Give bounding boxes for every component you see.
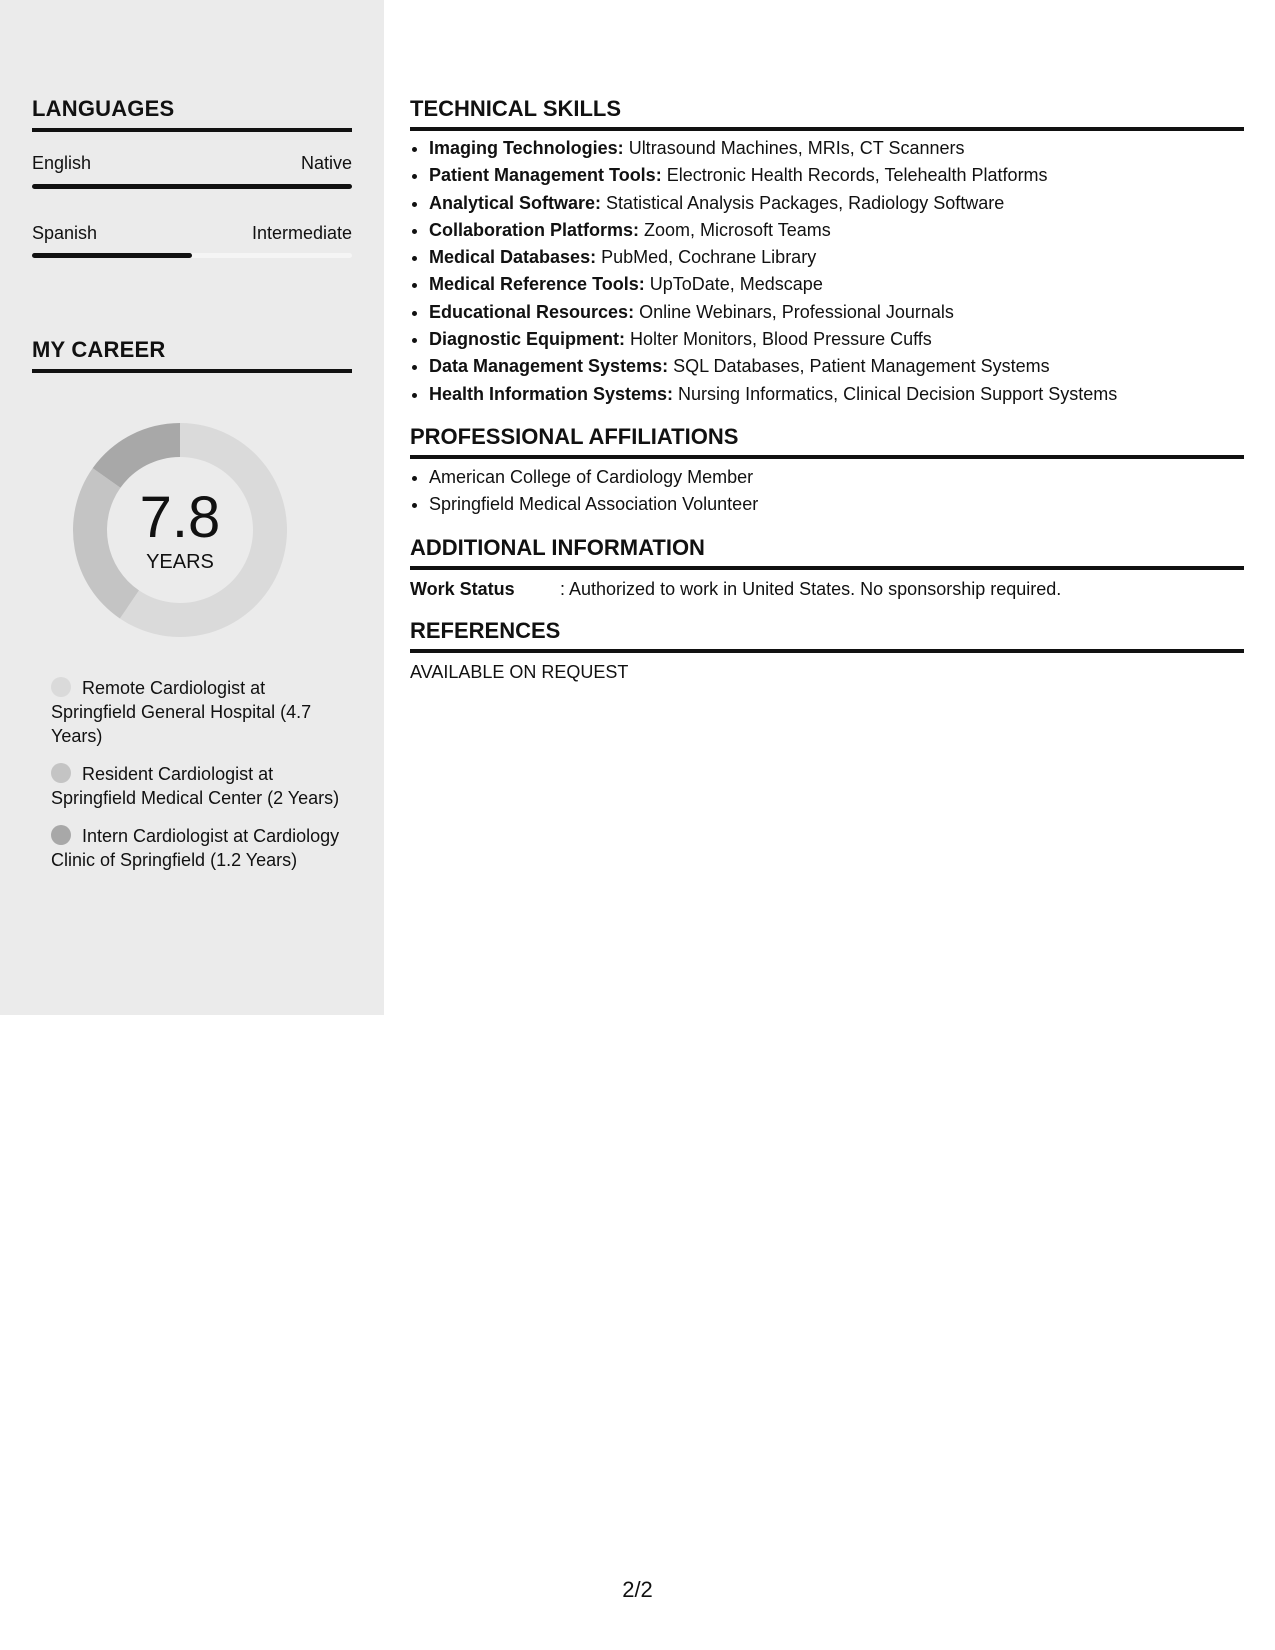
language-level: Intermediate [251, 223, 352, 243]
skill-text: UpToDate, Medscape [644, 274, 823, 295]
skill-text: Zoom, Microsoft Teams [639, 219, 831, 240]
career-heading: MY CAREER [32, 337, 352, 373]
skill-label: Health Information Systems: [429, 383, 674, 404]
languages-heading: LANGUAGES [32, 96, 352, 132]
affiliations-list [410, 464, 1244, 519]
language-row-english [32, 152, 352, 174]
skill-text: Holter Monitors, Blood Pressure Cuffs [625, 329, 932, 350]
skill-text: PubMed, Cochrane Library [596, 247, 817, 268]
skill-item [429, 381, 1244, 408]
work-status-value: : Authorized to work in United States. No sponsorship required. [560, 579, 1062, 599]
skill-label: Medical Reference Tools: [429, 274, 645, 295]
skill-label: Educational Resources: [429, 301, 635, 322]
skill-label: Imaging Technologies: [429, 138, 624, 158]
language-proficiency-fill [32, 253, 192, 258]
work-status-label: Work Status [410, 579, 515, 599]
skill-label: Diagnostic Equipment: [429, 329, 626, 350]
career-legend-label: Intern Cardiologist at Cardiology Clinic of Springfield (1.2 Years) [51, 826, 340, 870]
references-text: AVAILABLE ON REQUEST [410, 662, 629, 682]
page-number: 2/2 [622, 1577, 653, 1602]
career-legend-item [51, 676, 341, 748]
additional-info-heading: ADDITIONAL INFORMATION [410, 535, 1244, 570]
skill-item [429, 271, 1244, 298]
skill-item [429, 244, 1244, 271]
skill-text: Online Webinars, Professional Journals [634, 301, 954, 322]
career-legend-item [51, 762, 341, 810]
career-legend-item [51, 824, 341, 872]
legend-dot [51, 763, 71, 783]
affiliations-heading: PROFESSIONAL AFFILIATIONS [410, 424, 1244, 459]
references-heading: REFERENCES [410, 618, 1244, 653]
legend-dot [51, 677, 71, 697]
legend-dot [51, 825, 71, 845]
career-total-years: 7.8 [139, 485, 221, 550]
skill-label: Analytical Software: [429, 192, 602, 213]
skill-text: Ultrasound Machines, MRIs, CT Scanners [623, 138, 965, 158]
skill-label: Data Management Systems: [429, 356, 669, 377]
skill-item [429, 135, 1244, 162]
affiliation-item: • American College of Cardiology Member [429, 464, 1244, 491]
technical-skills-heading: TECHNICAL SKILLS [410, 96, 1244, 131]
language-proficiency-fill [32, 184, 352, 189]
skill-text: Statistical Analysis Packages, Radiology Software [601, 192, 1005, 213]
skill-item [429, 299, 1244, 326]
language-name: English [32, 153, 92, 173]
skill-text: Electronic Health Records, Telehealth Platforms [661, 165, 1048, 186]
skill-item [429, 326, 1244, 353]
career-legend-label: Remote Cardiologist at Springfield General Hospital (4.7 Years) [51, 678, 312, 746]
language-proficiency-bar [32, 184, 352, 189]
skill-label: Medical Databases: [429, 247, 597, 268]
career-legend [51, 676, 341, 886]
sidebar [0, 0, 384, 1015]
skill-item [429, 162, 1244, 189]
language-proficiency-bar [32, 253, 352, 258]
skill-text: SQL Databases, Patient Management Systems [668, 356, 1050, 377]
language-level: Native [300, 153, 352, 173]
career-legend-label: Resident Cardiologist at Springfield Medical Center (2 Years) [51, 764, 340, 808]
career-total-unit: YEARS [146, 551, 214, 573]
affiliation-item: • Springfield Medical Association Volunteer [429, 491, 1244, 518]
skill-text: Nursing Informatics, Clinical Decision Support Systems [673, 383, 1118, 404]
technical-skills-list [410, 135, 1244, 408]
work-status-row [410, 578, 1244, 600]
skill-label: Collaboration Platforms: [429, 219, 640, 240]
skill-item [429, 190, 1244, 217]
language-name: Spanish [32, 223, 98, 243]
skill-label: Patient Management Tools: [429, 165, 662, 186]
language-row-spanish [32, 222, 352, 244]
skill-item [429, 353, 1244, 380]
skill-item [429, 217, 1244, 244]
